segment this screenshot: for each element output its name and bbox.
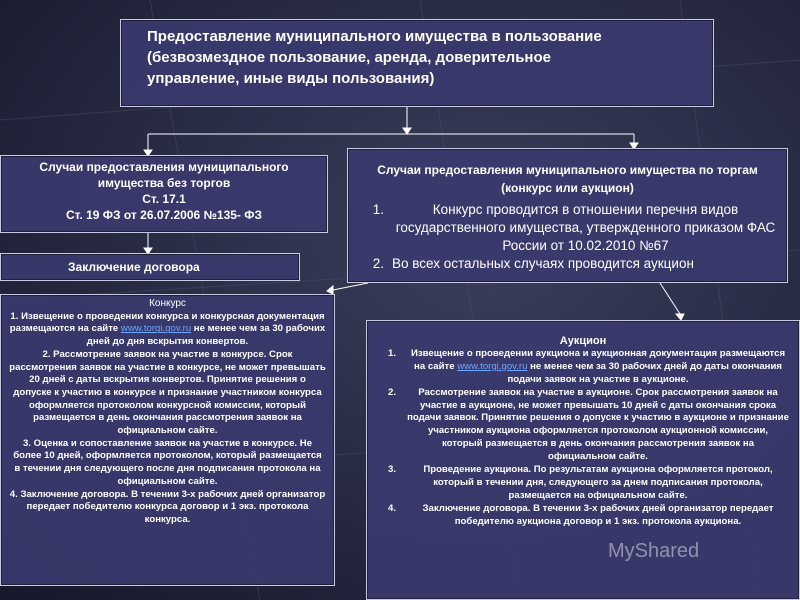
- list-item-number: 1.: [372, 202, 384, 217]
- tender-heading-2: (конкурс или аукцион): [501, 181, 634, 195]
- contract-label: Заключение договора: [68, 260, 200, 274]
- watermark-logo: MyShared: [608, 540, 700, 562]
- list-item-text: Конкурс проводится в отношении перечня видов государственного имущества, утвержденного приказом ФАС России от 10.02.2010 №67: [395, 202, 776, 253]
- list-item-text: [407, 348, 789, 387]
- title-box: [120, 19, 714, 107]
- no-tender-line-1: Случаи предоставления муниципального: [39, 160, 289, 174]
- list-item: [377, 503, 789, 529]
- list-item: [377, 387, 789, 464]
- competition-step-2: 2. Рассмотрение заявок на участие в конкурсе. Срок рассмотрения заявок на участие в конкурсе, не может превышать 20 дней с даты вскрытия конвертов. Принятие решения о допуске к участию в конкурсе и признание участником конкурса оформляется протоколом конкурсной комиссии, который размещается в день окончания рассмотрения заявок на официальном сайте.: [9, 348, 326, 437]
- tender-heading-1: Случаи предоставления муниципального имущества по торгам: [377, 163, 758, 177]
- list-item-text: Во всех остальных случаях проводится аукцион: [392, 256, 694, 271]
- torgi-link[interactable]: www.torgi.gov.ru: [120, 323, 192, 335]
- list-item-number: 1.: [387, 347, 396, 359]
- list-item-number: 2.: [372, 256, 384, 271]
- list-item: [356, 255, 779, 273]
- tender-list: [356, 201, 779, 273]
- contract-box: [0, 253, 300, 281]
- list-item-text: Рассмотрение заявок на участие в аукционе. Срок рассмотрения заявок на участие в аукционе, не может превышать 10 дней с даты окончания срока подачи заявок. Принятие решения о допуске к участию в аукционе и признание участником аукциона оформляется протоколом аукционной комиссии, который размещается в день окончания рассмотрения заявок на официальном сайте.: [407, 386, 789, 463]
- list-item: [377, 464, 789, 503]
- auction-step-1-text-end: не менее чем за 30 рабочих дней до даты окончания подачи заявок на участие в аукционе.: [507, 360, 782, 385]
- list-item: [356, 201, 779, 255]
- title-line-2: (безвозмездное пользование, аренда, доверительное: [147, 49, 551, 66]
- competition-step-4: 4. Заключение договора. В течении 3-х рабочих дней организатор передает победителю конкурса договор и 1 экз. протокола конкурса.: [9, 488, 326, 525]
- list-item-text: Заключение договора. В течении 3-х рабочих дней организатор передает победителю аукциона договор и 1 экз. протокола аукциона.: [422, 502, 774, 527]
- tender-box: [347, 148, 788, 283]
- no-tender-line-4: Ст. 19 ФЗ от 26.07.2006 №135- ФЗ: [65, 208, 263, 222]
- list-item-text: Проведение аукциона. По результатам аукциона оформляется протокол, который в течении дня, следующего за днем подписания протокола, размещается на официальном сайте.: [423, 464, 773, 501]
- auction-step-1-text: Извещение о проведении аукциона и аукционная документация размещаются на сайте: [410, 347, 786, 372]
- no-tender-line-3: Ст. 17.1: [142, 192, 186, 206]
- title-line-1: Предоставление муниципального имущества в пользование: [147, 28, 602, 45]
- auction-heading: Аукцион: [559, 335, 607, 347]
- no-tender-line-2: имущества без торгов: [97, 176, 231, 190]
- title-line-3: управление, иные виды пользования): [147, 70, 435, 87]
- competition-step-3: 3. Оценка и сопоставление заявок на участие в конкурсе. Не более 10 дней, оформляется протоколом, который размещается в течении дня следующего после дня подписания протокола на официальном сайте.: [13, 437, 322, 487]
- no-tender-box: [0, 155, 328, 233]
- competition-step-1: [9, 311, 326, 349]
- list-item-number: 4.: [387, 502, 396, 514]
- list-item: [377, 348, 789, 387]
- competition-step-1-text-end: не менее чем за 30 рабочих дней до дня вскрытия конвертов.: [86, 323, 326, 348]
- competition-box: [0, 294, 335, 586]
- list-item-number: 2.: [387, 386, 396, 398]
- competition-step-1-text: 1. Извещение о проведении конкурса и конкурсная документация размещаются на сайте: [9, 310, 325, 335]
- list-item-number: 3.: [387, 464, 396, 476]
- competition-heading: Конкурс: [149, 298, 186, 309]
- torgi-link[interactable]: www.torgi.gov.ru: [457, 360, 528, 372]
